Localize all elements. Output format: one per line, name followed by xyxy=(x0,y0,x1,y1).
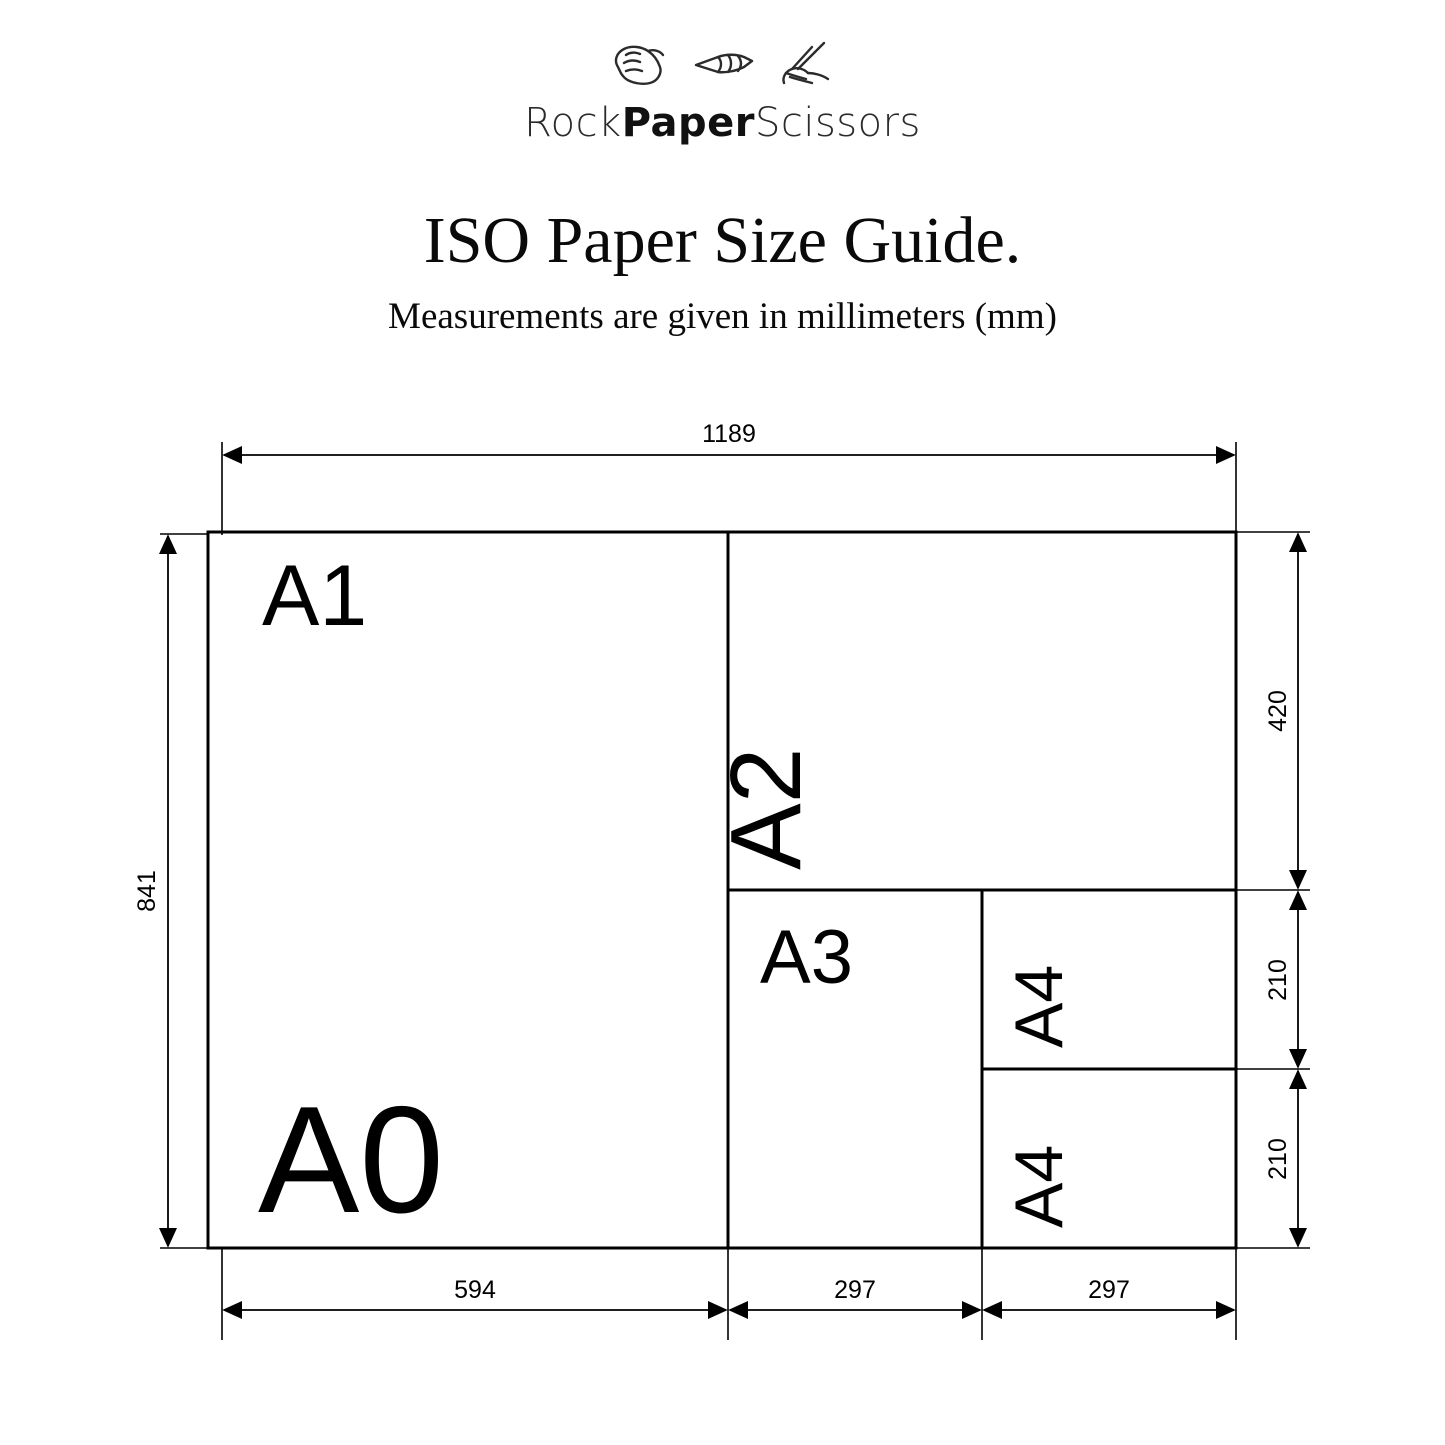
sheet-label-a2: A2 xyxy=(710,747,822,870)
dim-label-bottom-594: 594 xyxy=(454,1276,496,1304)
sheet-label-a1: A1 xyxy=(262,548,368,644)
sheet-label-a4-bottom: A4 xyxy=(1001,1144,1077,1228)
page-title: ISO Paper Size Guide. xyxy=(423,204,1022,277)
sheet-label-a0: A0 xyxy=(258,1075,444,1245)
scissors-hand-icon xyxy=(778,39,838,91)
rock-hand-icon xyxy=(608,39,670,91)
dim-label-right-420: 420 xyxy=(1264,690,1292,732)
brand-word-rock: Rock xyxy=(524,100,622,146)
page-subtitle: Measurements are given in millimeters (mm) xyxy=(388,296,1057,337)
dim-label-bottom-297-right: 297 xyxy=(1088,1276,1130,1304)
paper-hand-icon xyxy=(692,45,756,85)
dim-label-left-height: 841 xyxy=(133,870,161,912)
sheet-label-a3: A3 xyxy=(760,915,853,1000)
brand-block xyxy=(0,34,1445,146)
dim-label-right-210-top: 210 xyxy=(1264,959,1292,1001)
iso-paper-size-diagram xyxy=(0,400,1445,1400)
sheet-label-a4-top: A4 xyxy=(1001,964,1077,1048)
brand-word-paper: Paper xyxy=(621,100,755,146)
dim-label-top-width: 1189 xyxy=(702,420,756,448)
brand-icon-row xyxy=(0,34,1445,96)
brand-word-scissors: Scissors xyxy=(754,100,921,146)
dim-label-right-210-bottom: 210 xyxy=(1264,1138,1292,1180)
brand-wordmark xyxy=(0,100,1445,146)
dim-label-bottom-297-left: 297 xyxy=(834,1276,876,1304)
